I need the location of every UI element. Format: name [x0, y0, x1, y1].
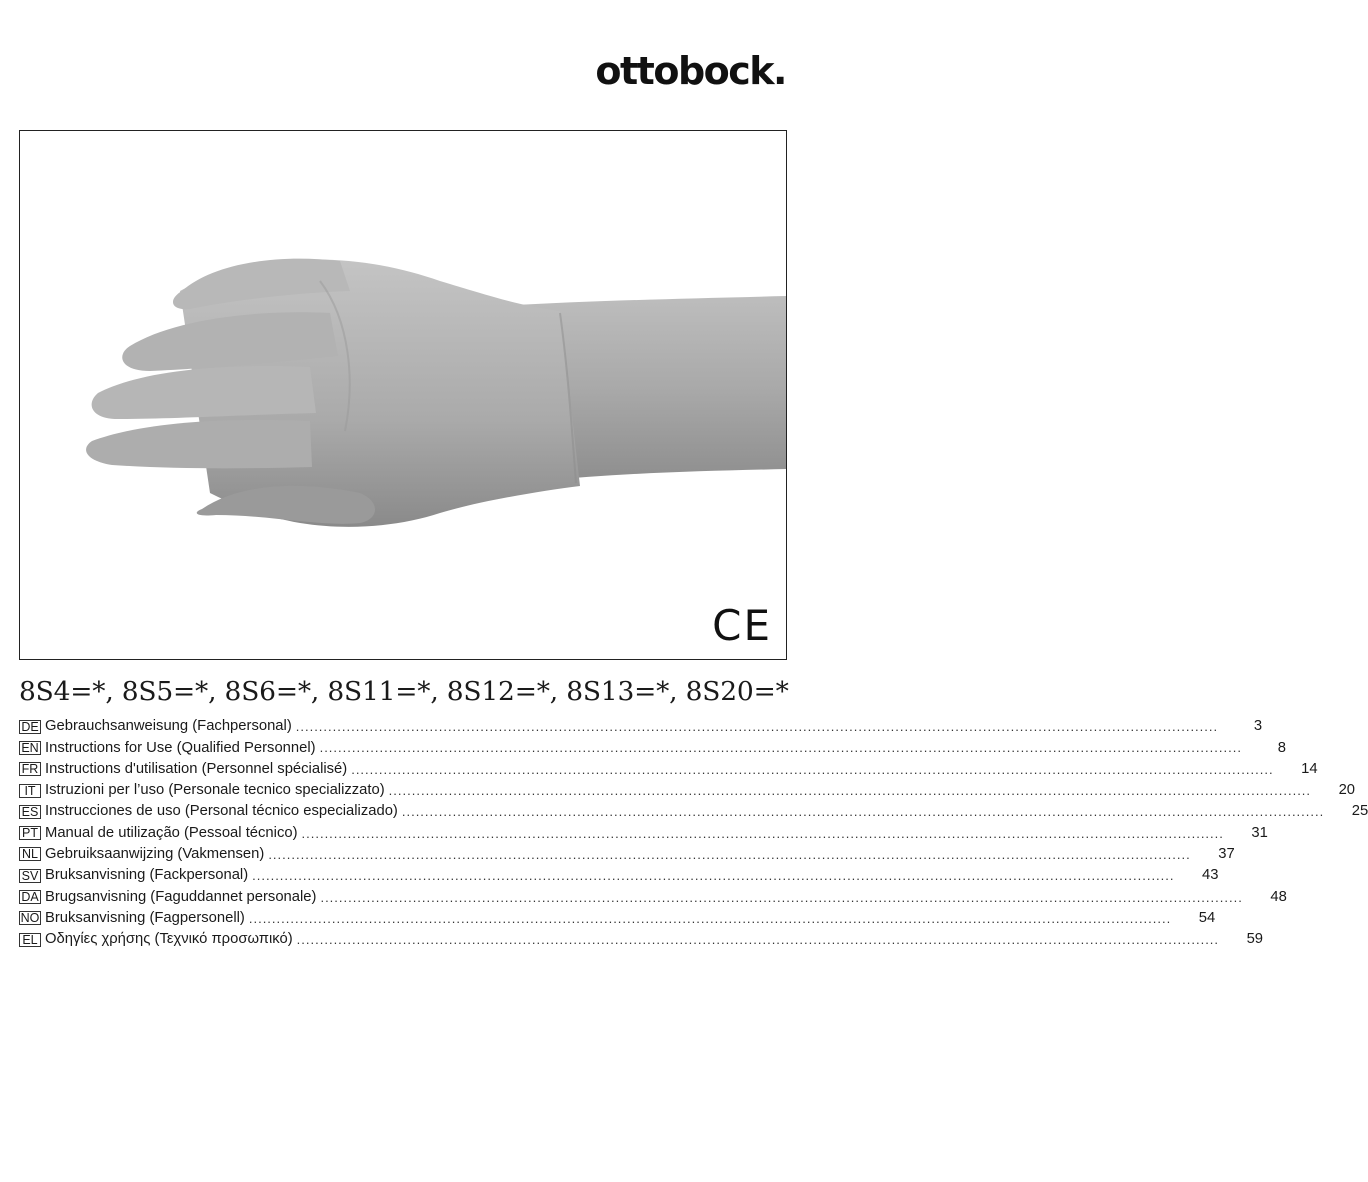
toc-row-pt[interactable]: [19, 822, 1268, 843]
language-code-badge: EN: [19, 741, 41, 755]
dot-leader: ........................................................................................................................................................................................................: [295, 719, 1219, 735]
hand-illustration: [20, 131, 786, 659]
page-number: 14: [1301, 760, 1318, 777]
page-number: 48: [1270, 888, 1287, 905]
toc-row-es[interactable]: [19, 801, 1368, 822]
toc-row-sv[interactable]: [19, 865, 1219, 886]
page-number: 8: [1277, 739, 1286, 756]
toc-title: Gebrauchsanweisung (Fachpersonal): [45, 718, 292, 735]
toc-row-el[interactable]: [19, 929, 1264, 950]
toc-row-de[interactable]: [19, 716, 1263, 737]
dot-leader: ........................................................................................................................................................................................................: [351, 761, 1274, 777]
dot-leader: ........................................................................................................................................................................................................: [296, 932, 1220, 948]
dot-leader: ........................................................................................................................................................................................................: [248, 910, 1172, 926]
product-codes: 8S4=*, 8S5=*, 8S6=*, 8S11=*, 8S12=*, 8S13=*, 8S20=*: [19, 676, 789, 707]
language-code-badge: EL: [19, 933, 41, 947]
dot-leader: ........................................................................................................................................................................................................: [319, 740, 1242, 756]
dot-leader: ........................................................................................................................................................................................................: [388, 783, 1312, 799]
page-number: 20: [1338, 782, 1356, 799]
language-code-badge: DA: [19, 890, 41, 904]
toc-row-it[interactable]: [19, 780, 1356, 801]
toc-title: Gebruiksaanwijzing (Vakmensen): [45, 846, 265, 863]
language-code-badge: SV: [19, 869, 41, 883]
toc-title: Instructions d'utilisation (Personnel spécialisé): [45, 760, 348, 777]
dot-leader: ........................................................................................................................................................................................................: [401, 804, 1325, 820]
dot-leader: ........................................................................................................................................................................................................: [301, 825, 1224, 841]
ottobock-logo: ottobock.: [595, 49, 786, 93]
toc-row-fr[interactable]: [19, 759, 1318, 780]
toc-row-da[interactable]: [19, 886, 1287, 907]
toc-title: Bruksanvisning (Fagpersonell): [45, 909, 245, 926]
language-code-badge: NL: [19, 847, 41, 861]
toc-title: Manual de utilização (Pessoal técnico): [45, 824, 298, 841]
language-code-badge: PT: [19, 826, 41, 840]
table-of-contents: [19, 716, 1368, 950]
language-code-badge: ES: [19, 805, 41, 819]
language-code-badge: IT: [19, 784, 41, 798]
ce-mark: CE: [712, 601, 772, 650]
page-number: 3: [1253, 718, 1263, 735]
toc-title: Instructions for Use (Qualified Personnel): [45, 739, 316, 756]
page-number: 54: [1198, 909, 1216, 926]
toc-row-no[interactable]: [19, 908, 1216, 929]
page-number: 43: [1202, 867, 1219, 884]
page-number: 31: [1251, 824, 1268, 841]
page-number: 37: [1218, 846, 1235, 863]
toc-title: Οδηγίες χρήσης (Τεχνικό προσωπικό): [45, 931, 293, 948]
language-code-badge: FR: [19, 762, 41, 776]
language-code-badge: NO: [20, 911, 40, 926]
toc-title: Istruzioni per l’uso (Personale tecnico specializzato): [45, 782, 385, 799]
product-photo: [19, 130, 787, 660]
toc-row-nl[interactable]: [19, 844, 1235, 865]
page-number: 25: [1351, 803, 1368, 820]
page-number: 59: [1246, 931, 1264, 948]
language-code-badge: DE: [19, 720, 41, 734]
toc-title: Bruksanvisning (Fackpersonal): [45, 867, 249, 884]
dot-leader: ........................................................................................................................................................................................................: [252, 868, 1175, 884]
toc-row-en[interactable]: [19, 737, 1286, 758]
dot-leader: ........................................................................................................................................................................................................: [320, 889, 1243, 905]
toc-title: Brugsanvisning (Faguddannet personale): [45, 888, 317, 905]
dot-leader: ........................................................................................................................................................................................................: [268, 846, 1191, 862]
toc-title: Instrucciones de uso (Personal técnico especializado): [45, 803, 398, 820]
